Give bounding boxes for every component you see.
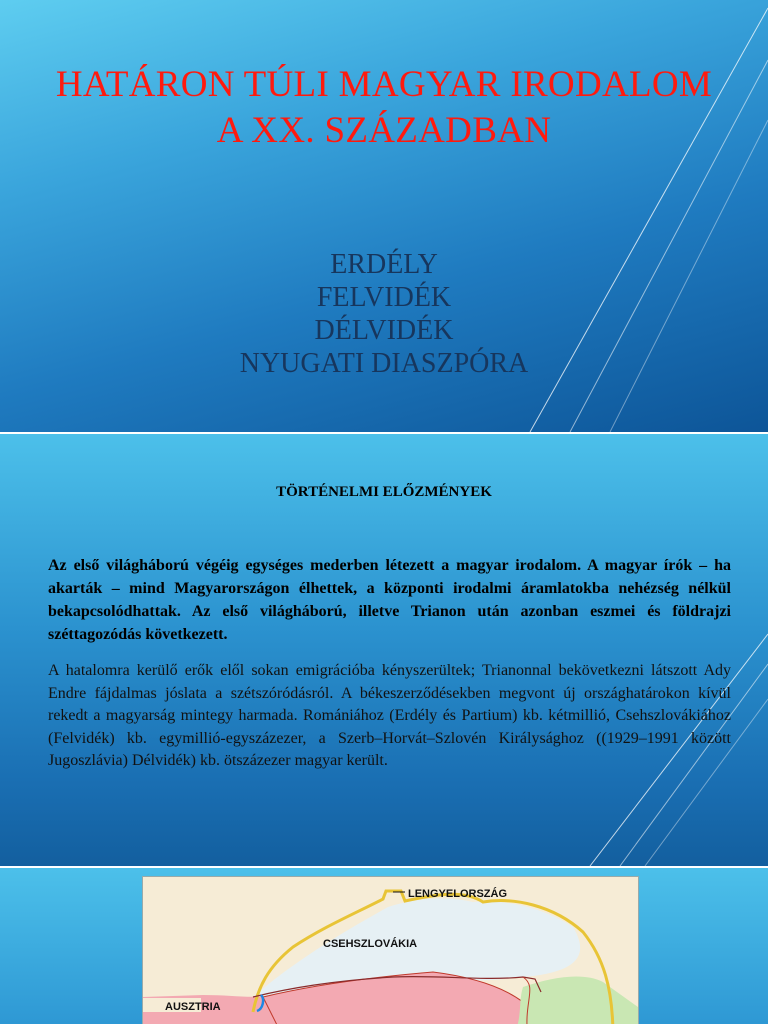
bold-paragraph: Az első világháború végéig egységes mederben létezett a magyar irodalom. A magyar írók – ha akarták – mind Magyarországon élhettek, a központi irodalmi áramlatokba nehézség nélkül bekapcsolódhattak. Az első világháború, illetve Trianon után azonban eszmei és földrajzi széttagozódás következett. xyxy=(48,557,731,643)
body-paragraph: A hatalomra kerülő erők elől sokan emigrációba kényszerültek; Trianonnal bekövetkezni látszott Ady Endre fájdalmas jóslata a szétszóródásról. A békeszerződésekben megvont új országhatárokon kívül rekedt a magyarság mintegy harmada. Romániához (Erdély és Partium) kb. kétmillió, Csehszlovákiához (Felvidék) kb. egymillió-egyszázezer, a Szerb–Horvát–Szlovén Királysághoz ((1929–1991 között Jugoszlávia) Délvidék) kb. ötszázezer magyar került. xyxy=(48,662,731,769)
map-image xyxy=(142,876,639,1024)
region-delvidek: DÉLVIDÉK xyxy=(314,315,454,346)
label-austria: AUSZTRIA xyxy=(165,1001,221,1013)
section-heading: TÖRTÉNELMI ELŐZMÉNYEK xyxy=(276,484,492,500)
region-erdely: ERDÉLY xyxy=(330,249,438,280)
slide-title xyxy=(0,62,768,154)
title-line-2: A XX. SZÁZADBAN xyxy=(216,110,552,151)
map-drawing xyxy=(143,877,638,1024)
title-slide xyxy=(0,0,768,432)
title-line-1: HATÁRON TÚLI MAGYAR IRODALOM xyxy=(55,64,713,105)
map-slide xyxy=(0,868,768,1024)
region-list xyxy=(0,248,768,380)
label-poland: LENGYELORSZÁG xyxy=(408,888,508,900)
region-felvidek: FELVIDÉK xyxy=(316,282,452,313)
label-czechoslovakia: CSEHSZLOVÁKIA xyxy=(323,938,418,950)
region-diaspora: NYUGATI DIASZPÓRA xyxy=(239,348,529,379)
romania-area xyxy=(513,977,638,1024)
history-slide xyxy=(0,434,768,866)
